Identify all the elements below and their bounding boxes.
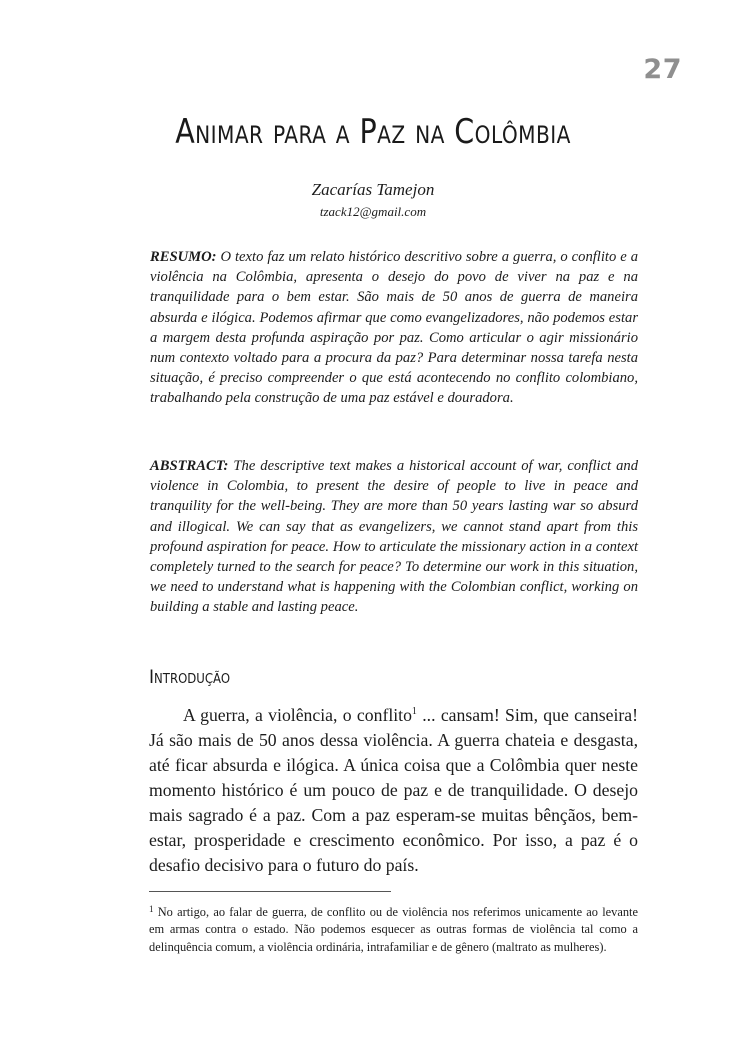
abstract-label: ABSTRACT: — [150, 458, 229, 474]
footnote-divider — [149, 891, 391, 892]
footnote-reference[interactable]: 1 — [411, 706, 417, 717]
paragraph-start: A guerra, a violência, o conflito — [183, 705, 412, 725]
paragraph-rest: ... cansam! Sim, que canseira! Já são mais de 50 anos dessa violência. A guerra chateia e desgasta, até ficar absurda e ilógica. A única coisa que a Colômbia quer neste momento histórico é um pouco de paz e de tranquilidade. O desejo mais sagrado é a paz. Com a paz esperam-se muitas bênçãos, bem-estar, prosperidade e crescimento econômico. Por isso, a paz é o desafio decisivo para o futuro do país. — [149, 705, 638, 875]
page-number: 27 — [643, 54, 682, 85]
footnote-text: No artigo, ao falar de guerra, de conflito ou de violência nos referimos unicamente ao levante em armas contra o estado. Não podemos esquecer as outras formas de violência tal como a delinquência comum, a violência ordinária, intrafamiliar e de gênero (maltrato as mulheres). — [149, 905, 638, 954]
footnote-number: 1 — [149, 904, 154, 914]
author-email: tzack12@gmail.com — [319, 204, 427, 219]
body-paragraph — [149, 703, 638, 878]
author-name: Zacarías Tamejon — [311, 180, 435, 199]
section-heading: Introdução — [149, 666, 231, 688]
resumo-block — [150, 247, 638, 409]
resumo-label: RESUMO: — [150, 249, 217, 265]
resumo-text: O texto faz um relato histórico descritivo sobre a guerra, o conflito e a violência na Colômbia, apresenta o desejo do povo de viver na paz e na tranquilidade para o bem estar. São mais de 50 anos de guerra de maneira absurda e ilógica. Podemos afirmar que como evangelizadores, não podemos estar a margem desta profunda aspiração por paz. Como articular o agir missionário num contexto voltado para a procura da paz? Para determinar nossa tarefa nesta situação, é preciso compreender o que está acontecendo no conflito colombiano, trabalhando pela construção de uma paz estável e douradora. — [150, 249, 638, 407]
article-title: Animar para a Paz na Colômbia — [175, 112, 571, 152]
footnote — [149, 904, 638, 956]
abstract-text: The descriptive text makes a historical account of war, conflict and violence in Colombia, to present the desire of people to live in peace and tranquility for the well-being. They are more than 50 years lasting war so absurd and illogical. We can say that as evangelizers, we cannot stand apart from this profound aspiration for peace. How to articulate the missionary action in a context completely turned to the search for peace? To determine our work in this situation, we need to understand what is happening with the Colombian conflict, working on building a stable and lasting peace. — [150, 458, 638, 616]
abstract-block — [150, 456, 638, 618]
